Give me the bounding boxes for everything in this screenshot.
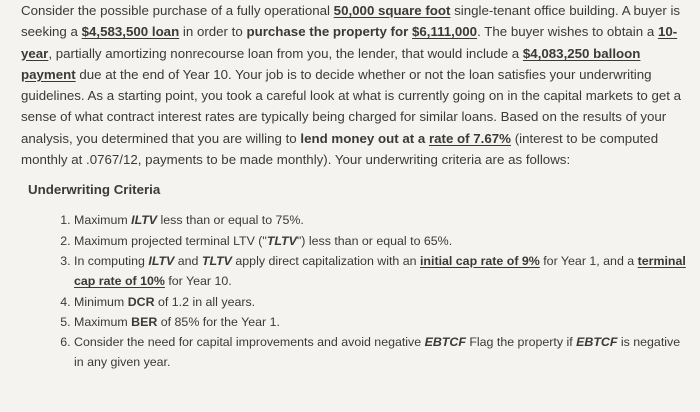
loan-term: 10-year <box>21 24 678 61</box>
loan-amount: $4,583,500 loan <box>81 24 180 40</box>
criteria-list <box>21 210 686 372</box>
purchase-price: $6,111,000 <box>411 24 478 40</box>
interest-rate: rate of 7.67% <box>428 130 511 146</box>
square-footage: 50,000 square foot <box>333 3 451 18</box>
list-item: 5. Maximum BER of 85% for the Year 1. <box>74 312 686 332</box>
intro-paragraph: Consider the possible purchase of a fully operational 50,000 square foot single-tenant office building. A buyer is seeking a $4,583,500 loan in order to purchase the property for $6,111,000. The buyer wishes to obtain a 10-year, partially amortizing nonrecourse loan from you, the lender, that would include a $4,083,250 balloon payment due at the end of Year 10. Your job is to decide whether or not the loan satisfies your underwriting guidelines. As a starting point, you took a careful look at what is currently going on in the capital markets to get a sense of what contract interest rates are typically being charged for similar loans. Based on the results of your analysis, you determined that you are willing to lend money out at a rate of 7.67% (interest to be computed monthly at .0767/12, payments to be made monthly). Your underwriting criteria are as follows: <box>21 3 682 168</box>
list-item: 1. Maximum ILTV less than or equal to 75%. <box>74 210 686 230</box>
list-item: 3. In computing ILTV and TLTV apply direct capitalization with an initial cap rate of 9% for Year 1, and a terminal cap rate of 10% for Year 10. <box>74 251 686 292</box>
balloon-payment: $4,083,250 balloon payment <box>21 45 641 82</box>
list-item: 2. Maximum projected terminal LTV ("TLTV") less than or equal to 65%. <box>74 231 686 251</box>
criteria-heading: Underwriting Criteria <box>28 182 161 198</box>
list-item: 4. Minimum DCR of 1.2 in all years. <box>74 292 686 312</box>
list-item: 6. Consider the need for capital improvements and avoid negative EBTCF Flag the property if EBTCF is negative in any given year. <box>74 332 686 373</box>
